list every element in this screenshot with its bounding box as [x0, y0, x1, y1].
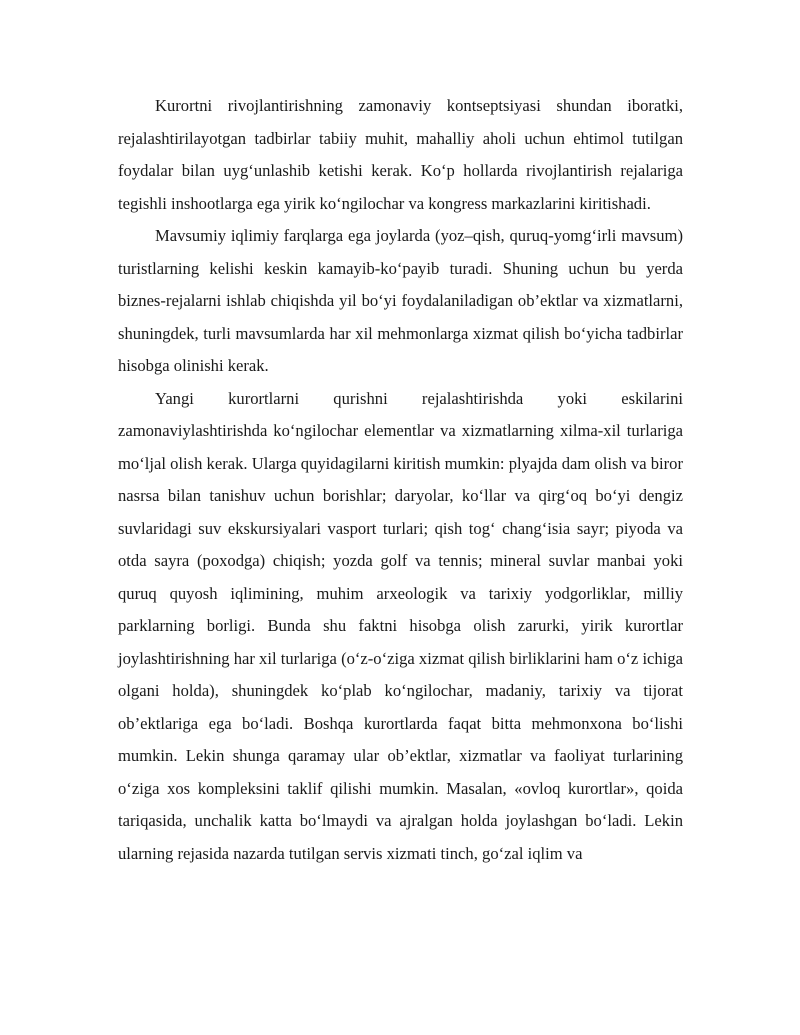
- document-page: [118, 90, 683, 870]
- paragraph-2: Mavsumiy iqlimiy farqlarga ega joylarda (yoz–qish, quruq-yomg‘irli mavsum) turistlarning kelishi keskin kamayib-ko‘payib turadi. Shuning uchun bu yerda biznes-rejalarni ishlab chiqishda yil bo‘yi foydalaniladigan ob’ektlar va xizmatlarni, shuningdek, turli mavsumlarda har xil mehmonlarga xizmat qilish bo‘yicha tadbirlar hisobga olinishi kerak.: [118, 226, 683, 375]
- paragraph-3: Yangi kurortlarni qurishni rejalashtirishda yoki eskilarini zamonaviylashtirishda ko‘ngilochar elementlar va xizmatlarning xilma-xil turlariga mo‘ljal olish kerak. Ularga quyidagilarni kiritish mumkin: plyajda dam olish va biror nasrsa bilan tanishuv uchun borishlar; daryolar, ko‘llar va qirg‘oq bo‘yi dengiz suvlaridagi suv ekskursiyalari vasport turlari; qish tog‘ chang‘isia sayr; piyoda va otda sayra (poxodga) chiqish; yozda golf va tennis; mineral suvlar manbai yoki quruq quyosh iqlimining, muhim arxeologik va tarixiy yodgorliklar, milliy parklarning borligi. Bunda shu faktni hisobga olish zarurki, yirik kurortlar joylashtirishning har xil turlariga (o‘z-o‘ziga xizmat qilish birliklarini ham o‘z ichiga olgani holda), shuningdek ko‘plab ko‘ngilochar, madaniy, tarixiy va tijorat ob’ektlariga ega bo‘ladi. Boshqa kurortlarda faqat bitta mehmonxona bo‘lishi mumkin. Lekin shunga qaramay ular ob’ektlar, xizmatlar va faoliyat turlarining o‘ziga xos kompleksini taklif qilishi mumkin. Masalan, «ovloq kurortlar», qoida tariqasida, unchalik katta bo‘lmaydi va ajralgan holda joylashgan bo‘ladi. Lekin ularning rejasida nazarda tutilgan servis xizmati tinch, go‘zal iqlim va: [118, 388, 683, 863]
- paragraph-1: Kurortni rivojlantirishning zamonaviy kontseptsiyasi shundan iboratki, rejalashtirilayotgan tadbirlar tabiiy muhit, mahalliy aholi uchun ehtimol tutilgan foydalar bilan uyg‘unlashib ketishi kerak. Ko‘p hollarda rivojlantirish rejalariga tegishli inshootlarga ega yirik ko‘ngilochar va kongress markazlarini kiritishadi.: [118, 96, 683, 213]
